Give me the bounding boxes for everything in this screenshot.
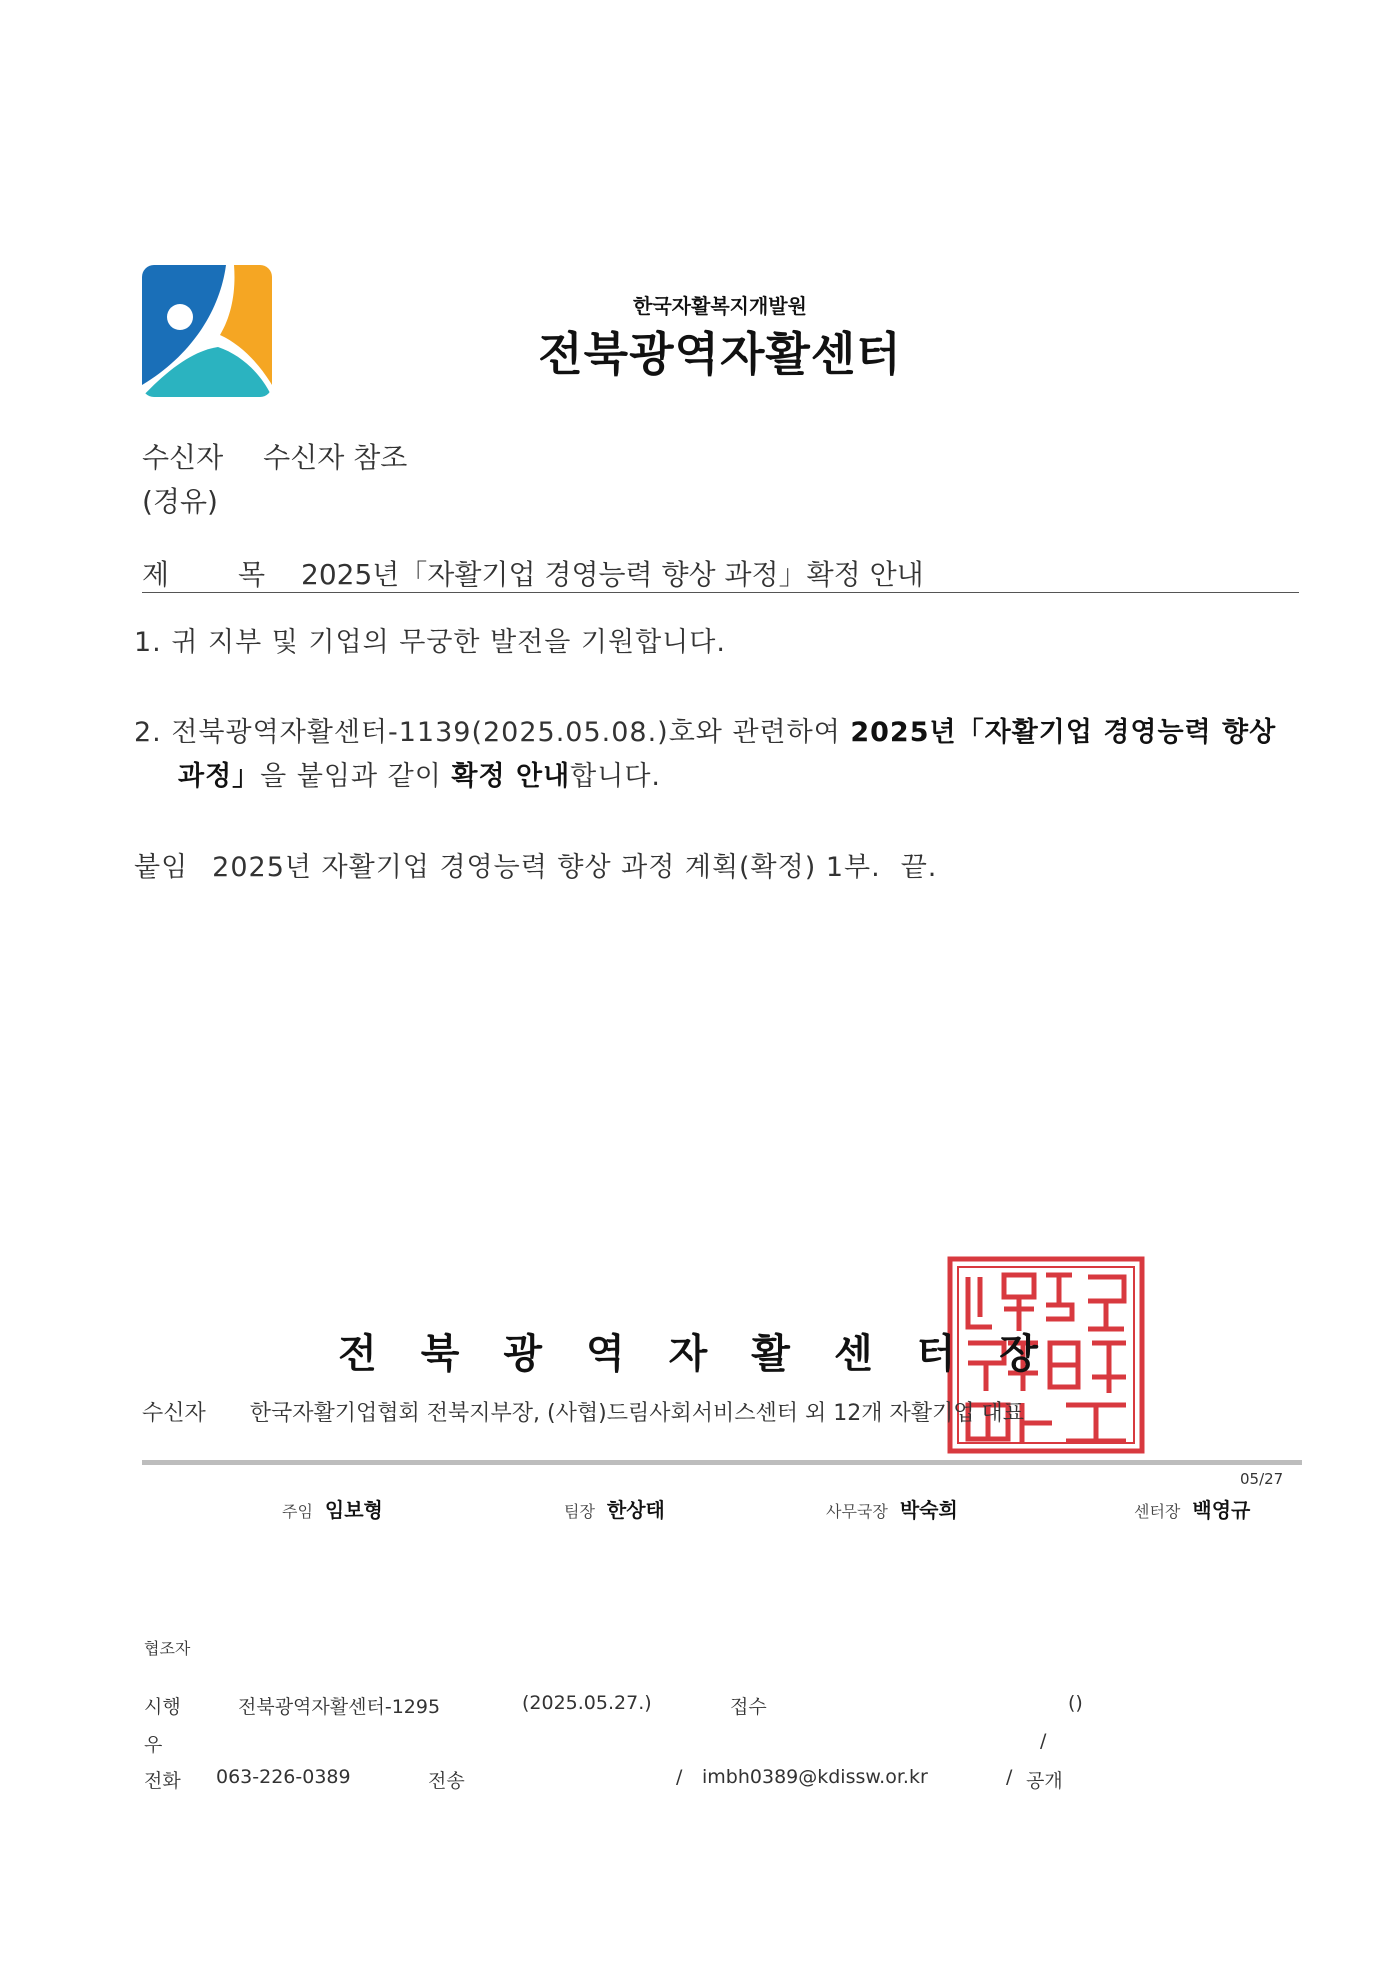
public-separator: / [1006,1766,1013,1788]
subject-underline [142,592,1299,593]
signature-item: 팀장 한상태 [564,1498,665,1522]
body-paragraph-1: 1. 귀 지부 및 기업의 무궁한 발전을 기원합니다. [134,627,726,658]
signature-item: 사무국장 박숙희 [826,1498,958,1522]
recipients-list-row [142,1396,1024,1427]
subject-label: 제 목 [142,558,295,591]
cooperator-label: 협조자 [144,1639,191,1658]
recipients-list-value: 한국자활기업협회 전북지부장, (사협)드림사회서비스센터 외 12개 자활기업 대표 [249,1401,1024,1426]
highlight-confirm: 확정 안내 [451,761,571,792]
end-mark: 끝. [900,852,938,883]
recipients-list-label: 수신자 [142,1401,206,1426]
email-separator: / [676,1766,683,1788]
attachment-label: 붙임 [134,852,189,883]
attachment-row [134,845,937,884]
via-label: (경유) [142,485,218,518]
receipt-label: 접수 [730,1696,767,1718]
email-address: imbh0389@kdissw.or.kr [702,1766,928,1788]
section-divider [142,1460,1302,1465]
body-paragraph-2-line-1: 2. 전북광역자활센터-1139(2025.05.08.)호와 관련하여 2025년「자활기업 경영능력 향상 [134,717,1277,748]
recipient-value: 수신자 참조 [263,441,408,474]
subject-row [142,553,924,593]
phone-label: 전화 [144,1770,181,1792]
exec-label: 시행 [144,1696,181,1718]
receipt-number: () [1068,1692,1083,1714]
recipient-label: 수신자 [142,441,224,474]
body-paragraph-2-line-2: 과정」을 붙임과 같이 확정 안내합니다. [178,761,661,792]
signature-item: 주임 임보형 [282,1498,383,1522]
attachment-value: 2025년 자활기업 경영능력 향상 과정 계획(확정) 1부. [212,852,881,883]
signature-item: 센터장 백영규 [1134,1498,1251,1522]
approval-date: 05/27 [1240,1470,1284,1488]
postal-separator: / [1040,1730,1047,1752]
phone-number: 063-226-0389 [216,1766,351,1788]
exec-date: (2025.05.27.) [522,1692,652,1714]
highlight-course-title: 2025년「자활기업 경영능력 향상 [850,717,1277,748]
subject-value: 2025년「자활기업 경영능력 향상 과정」확정 안내 [301,558,924,591]
organization-name: 전북광역자활센터 [538,327,902,381]
recipient-row [142,436,407,476]
exec-number: 전북광역자활센터-1295 [238,1696,441,1718]
sender-title: 전북광역자활센터장 [338,1331,1082,1377]
organization-parent-name: 한국자활복지개발원 [633,294,807,318]
fax-label: 전송 [428,1770,465,1792]
disclosure-status: 공개 [1026,1770,1063,1792]
postal-label: 우 [144,1734,163,1756]
